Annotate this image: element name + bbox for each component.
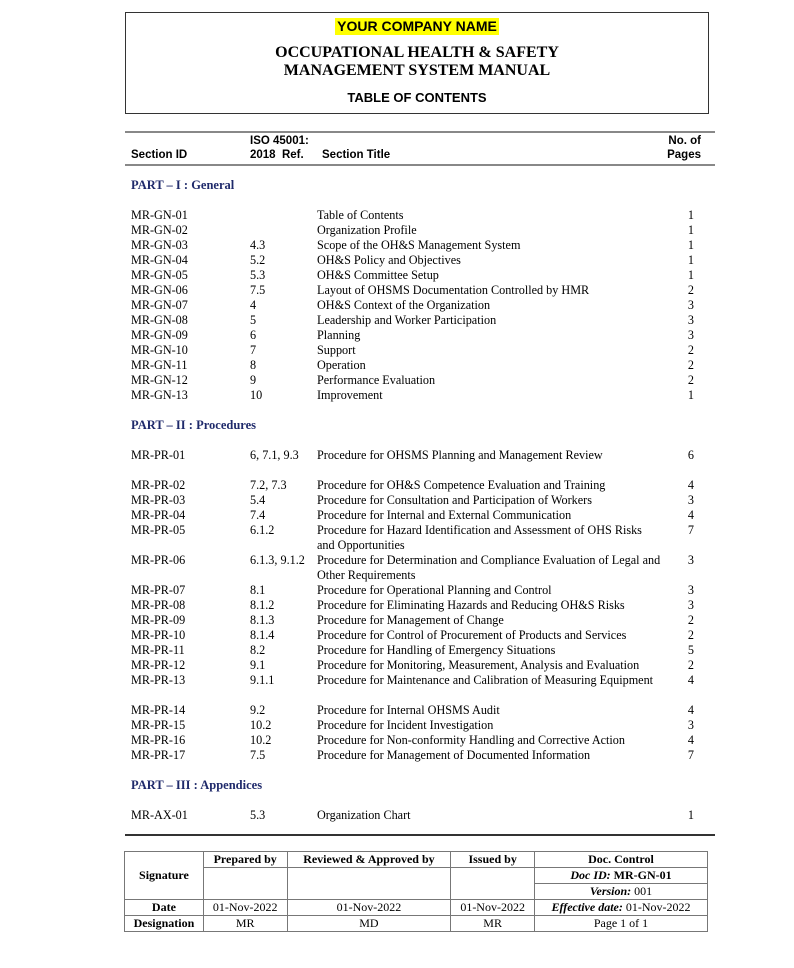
page-count: 1 (687, 223, 694, 237)
page-count: 2 (687, 628, 694, 642)
section-title: Procedure for Consultation and Participation of Workers (317, 493, 592, 507)
section-title: Organization Chart (317, 808, 411, 822)
section-id: MR-PR-06 (131, 553, 186, 567)
section-id: MR-PR-04 (131, 508, 186, 522)
iso-ref: 6.1.2 (250, 523, 275, 537)
prepared-signature (203, 868, 287, 900)
section-title: Procedure for Eliminating Hazards and Reducing OH&S Risks (317, 598, 625, 612)
col-iso-line2: 2018 Ref. (250, 149, 304, 161)
part-heading: PART – III : Appendices (131, 778, 263, 792)
section-title: Procedure for Handling of Emergency Situations (317, 643, 556, 657)
date-issued: 01-Nov-2022 (451, 900, 535, 916)
section-id: MR-PR-07 (131, 583, 186, 597)
column-headers (125, 131, 715, 166)
section-id: MR-PR-02 (131, 478, 186, 492)
toc-row (125, 208, 715, 223)
section-id: MR-GN-09 (131, 328, 188, 342)
page-count: 3 (687, 313, 694, 327)
toc-row (125, 523, 715, 553)
page-count: 2 (687, 613, 694, 627)
page-count: 2 (687, 358, 694, 372)
page-count: 4 (687, 508, 694, 522)
section-title: Procedure for Determination and Compliance Evaluation of Legal and Other Requirements (317, 553, 661, 582)
section-id: MR-GN-03 (131, 238, 188, 252)
section-title: Procedure for Monitoring, Measurement, Analysis and Evaluation (317, 658, 640, 672)
toc-row (125, 628, 715, 643)
page-count: 3 (687, 328, 694, 342)
toc-row (125, 748, 715, 763)
iso-ref: 7.4 (250, 508, 266, 522)
reviewed-header: Reviewed & Approved by (287, 852, 451, 868)
section-id: MR-PR-15 (131, 718, 186, 732)
toc-row (125, 253, 715, 268)
effective-date: Effective date: 01-Nov-2022 (534, 900, 707, 916)
section-title: Procedure for Management of Documented Information (317, 748, 591, 762)
section-id: MR-PR-09 (131, 613, 186, 627)
section-title: Support (317, 343, 356, 357)
toc-row (125, 733, 715, 748)
section-id: MR-GN-12 (131, 373, 188, 387)
section-title: Procedure for Control of Procurement of Products and Services (317, 628, 627, 642)
date-prepared: 01-Nov-2022 (203, 900, 287, 916)
section-id: MR-AX-01 (131, 808, 188, 822)
page-count: 1 (687, 268, 694, 282)
page-count: 2 (687, 373, 694, 387)
page-count: 3 (687, 298, 694, 312)
page-count: 2 (687, 343, 694, 357)
page-count: 4 (687, 673, 694, 687)
designation-issued: MR (451, 916, 535, 932)
iso-ref: 5 (250, 313, 257, 327)
iso-ref: 6, 7.1, 9.3 (250, 448, 299, 462)
doc-id: Doc ID: MR-GN-01 (534, 868, 707, 884)
col-section-title: Section Title (322, 149, 391, 161)
toc-row (125, 358, 715, 373)
section-title: Planning (317, 328, 361, 342)
section-id: MR-PR-08 (131, 598, 186, 612)
toc-row (125, 223, 715, 238)
section-id: MR-GN-08 (131, 313, 188, 327)
col-section-id: Section ID (131, 149, 188, 161)
section-id: MR-PR-10 (131, 628, 186, 642)
section-id: MR-PR-01 (131, 448, 186, 462)
page-count: 4 (687, 478, 694, 492)
page-number: Page 1 of 1 (534, 916, 707, 932)
col-pages-line1: No. of (668, 135, 701, 147)
iso-ref: 4 (250, 298, 257, 312)
section-title: Procedure for Management of Change (317, 613, 504, 627)
section-title: Procedure for Operational Planning and Control (317, 583, 552, 597)
toc-row (125, 448, 715, 478)
toc-row (125, 343, 715, 358)
section-title: Procedure for Hazard Identification and Assessment of OHS Risks and Opportunities (317, 523, 642, 552)
part-heading: PART – II : Procedures (131, 418, 257, 432)
page-count: 1 (687, 208, 694, 222)
iso-ref: 4.3 (250, 238, 266, 252)
toc-row (125, 703, 715, 718)
section-id: MR-PR-12 (131, 658, 186, 672)
iso-ref: 8.1.3 (250, 613, 275, 627)
page-count: 3 (687, 583, 694, 597)
section-title: Leadership and Worker Participation (317, 313, 497, 327)
date-label: Date (125, 900, 204, 916)
section-title: Scope of the OH&S Management System (317, 238, 521, 252)
section-id: MR-GN-10 (131, 343, 188, 357)
page-count: 3 (687, 553, 694, 567)
section-id: MR-PR-13 (131, 673, 186, 687)
section-title: Procedure for Internal OHSMS Audit (317, 703, 500, 717)
page-count: 3 (687, 493, 694, 507)
toc-row (125, 508, 715, 523)
section-id: MR-GN-02 (131, 223, 188, 237)
designation-reviewed: MD (287, 916, 451, 932)
page-count: 1 (687, 388, 694, 402)
section-title: Procedure for Incident Investigation (317, 718, 494, 732)
iso-ref: 10 (250, 388, 263, 402)
section-title: Procedure for Non-conformity Handling and Corrective Action (317, 733, 625, 747)
page-count: 7 (687, 748, 694, 762)
iso-ref: 7.5 (250, 748, 266, 762)
section-id: MR-GN-07 (131, 298, 188, 312)
section-id: MR-GN-05 (131, 268, 188, 282)
toc-row (125, 718, 715, 733)
section-title: Procedure for OH&S Competence Evaluation and Training (317, 478, 606, 492)
col-iso-line1: ISO 45001: (250, 135, 309, 147)
section-title: Layout of OHSMS Documentation Controlled by HMR (317, 283, 590, 297)
section-id: MR-GN-01 (131, 208, 188, 222)
toc-row (125, 388, 715, 403)
toc-row (125, 553, 715, 583)
section-id: MR-PR-14 (131, 703, 186, 717)
page-count: 1 (687, 238, 694, 252)
toc-row (125, 298, 715, 313)
company-name: YOUR COMPANY NAME (337, 18, 497, 34)
signature-label: Signature (125, 852, 204, 900)
page-count: 2 (687, 658, 694, 672)
iso-ref: 10.2 (250, 718, 272, 732)
section-id: MR-PR-05 (131, 523, 186, 537)
section-title: Procedure for OHSMS Planning and Management Review (317, 448, 603, 462)
toc-row (125, 673, 715, 703)
section-id: MR-PR-16 (131, 733, 186, 747)
doc-control-header: Doc. Control (534, 852, 707, 868)
page-count: 1 (687, 808, 694, 822)
toc-row (125, 493, 715, 508)
section-id: MR-GN-06 (131, 283, 188, 297)
document-header (125, 12, 709, 114)
toc-row (125, 373, 715, 388)
iso-ref: 9 (250, 373, 257, 387)
page-count: 5 (687, 643, 694, 657)
section-title: OH&S Policy and Objectives (317, 253, 461, 267)
designation-label: Designation (125, 916, 204, 932)
iso-ref: 6.1.3, 9.1.2 (250, 553, 305, 567)
iso-ref: 9.1.1 (250, 673, 275, 687)
toc-row (125, 613, 715, 628)
designation-prepared: MR (203, 916, 287, 932)
section-id: MR-PR-17 (131, 748, 186, 762)
page-count: 7 (687, 523, 694, 537)
section-id: MR-GN-04 (131, 253, 188, 267)
section-id: MR-PR-03 (131, 493, 186, 507)
date-reviewed: 01-Nov-2022 (287, 900, 451, 916)
page-count: 1 (687, 253, 694, 267)
manual-title-line1: OCCUPATIONAL HEALTH & SAFETY (275, 44, 559, 61)
iso-ref: 8.1.2 (250, 598, 275, 612)
page-count: 4 (687, 733, 694, 747)
toc-row (125, 238, 715, 253)
toc-list (125, 178, 715, 823)
page-count: 4 (687, 703, 694, 717)
toc-row (125, 328, 715, 343)
section-id: MR-GN-13 (131, 388, 188, 402)
iso-ref: 9.2 (250, 703, 266, 717)
manual-title-line2: MANAGEMENT SYSTEM MANUAL (283, 62, 551, 79)
section-title: Procedure for Maintenance and Calibration of Measuring Equipment (317, 673, 654, 687)
iso-ref: 5.4 (250, 493, 266, 507)
section-title: OH&S Committee Setup (317, 268, 439, 282)
toc-row (125, 313, 715, 328)
toc-heading: TABLE OF CONTENTS (347, 90, 487, 105)
page-count: 2 (687, 283, 694, 297)
section-title: Operation (317, 358, 366, 372)
section-title: Table of Contents (317, 208, 404, 222)
issued-by-header: Issued by (451, 852, 535, 868)
iso-ref: 8 (250, 358, 257, 372)
iso-ref: 8.1 (250, 583, 266, 597)
page-count: 6 (687, 448, 694, 462)
iso-ref: 10.2 (250, 733, 272, 747)
iso-ref: 7 (250, 343, 257, 357)
page-count: 3 (687, 718, 694, 732)
iso-ref: 5.2 (250, 253, 266, 267)
divider (125, 834, 715, 836)
section-title: Procedure for Internal and External Communication (317, 508, 572, 522)
section-id: MR-PR-11 (131, 643, 185, 657)
signature-table (124, 851, 708, 932)
iso-ref: 9.1 (250, 658, 266, 672)
reviewed-signature (287, 868, 451, 900)
toc-row (125, 478, 715, 493)
iso-ref: 7.2, 7.3 (250, 478, 287, 492)
iso-ref: 8.1.4 (250, 628, 275, 642)
page-count: 3 (687, 598, 694, 612)
section-title: Improvement (317, 388, 383, 402)
section-title: OH&S Context of the Organization (317, 298, 491, 312)
section-id: MR-GN-11 (131, 358, 188, 372)
part-heading: PART – I : General (131, 178, 235, 192)
col-pages-line2: Pages (667, 149, 701, 161)
toc-row (125, 598, 715, 613)
toc-row (125, 658, 715, 673)
section-title: Performance Evaluation (317, 373, 436, 387)
iso-ref: 5.3 (250, 808, 266, 822)
iso-ref: 7.5 (250, 283, 266, 297)
toc-row (125, 283, 715, 298)
iso-ref: 6 (250, 328, 257, 342)
version: Version: 001 (534, 884, 707, 900)
iso-ref: 5.3 (250, 268, 266, 282)
issued-signature (451, 868, 535, 900)
toc-row (125, 808, 715, 823)
toc-row (125, 583, 715, 598)
iso-ref: 8.2 (250, 643, 266, 657)
toc-row (125, 643, 715, 658)
prepared-by-header: Prepared by (203, 852, 287, 868)
section-title: Organization Profile (317, 223, 417, 237)
toc-row (125, 268, 715, 283)
